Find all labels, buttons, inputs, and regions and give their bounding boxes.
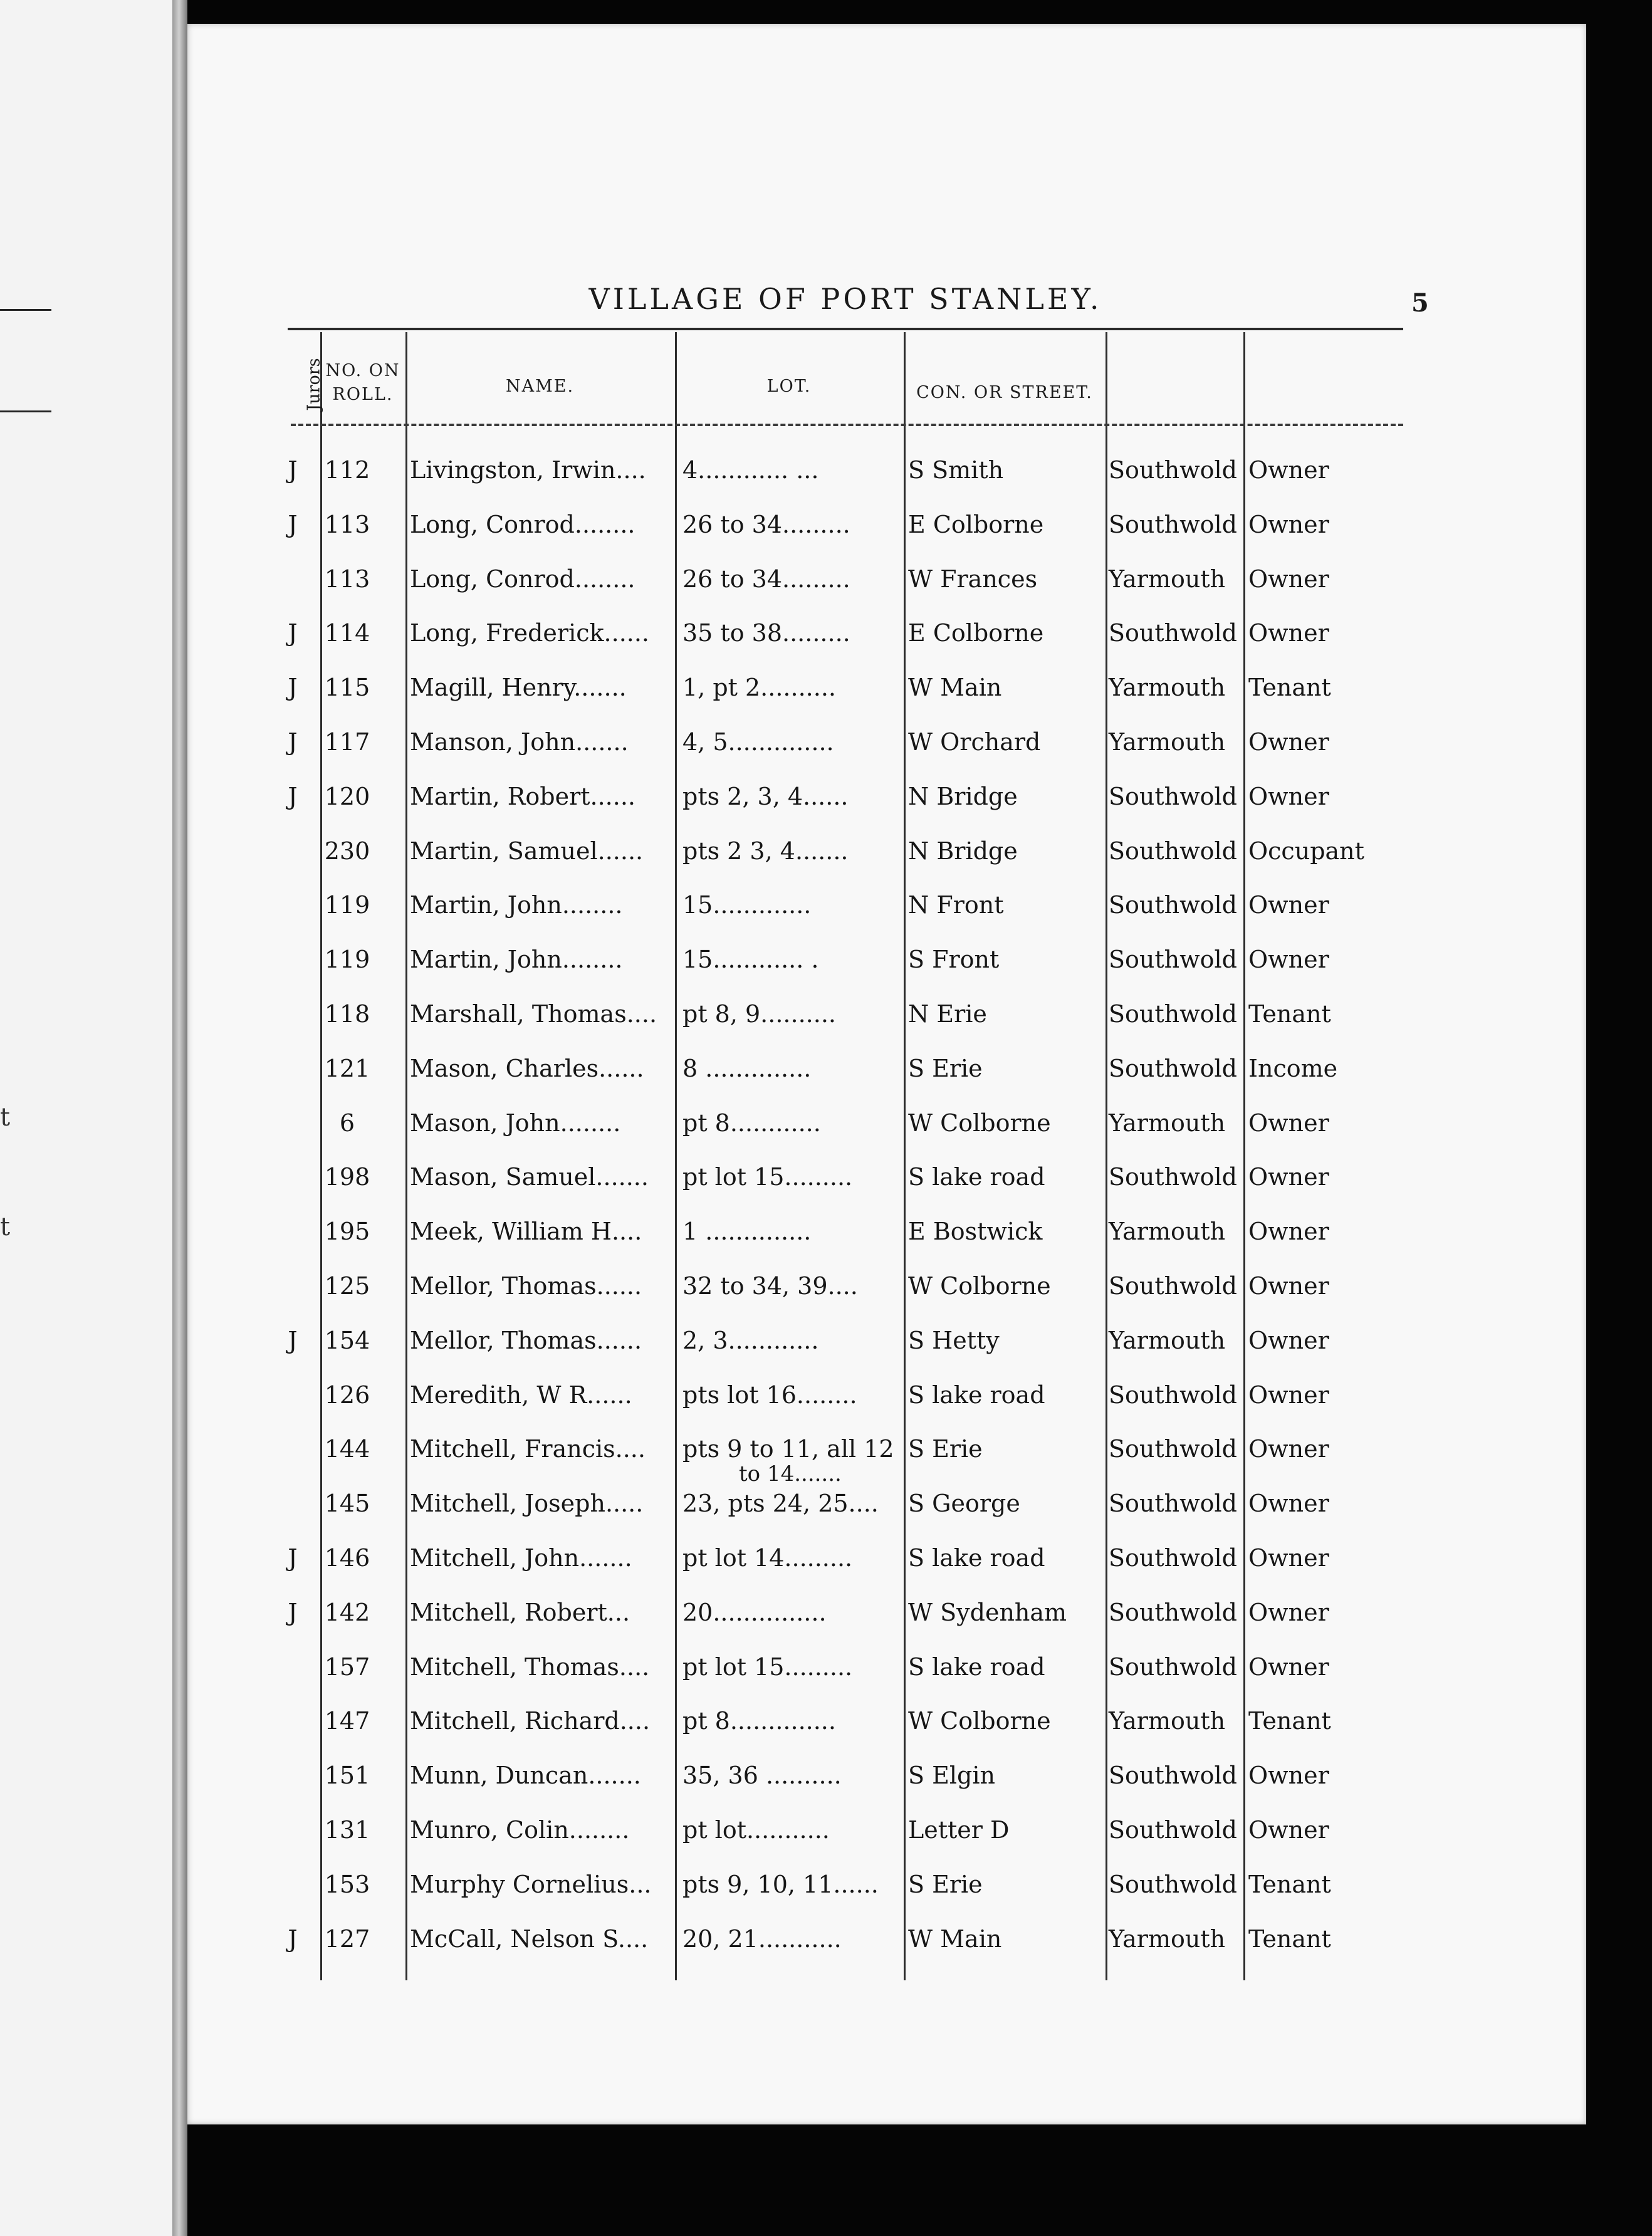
- tenure-type: Owner: [1248, 1544, 1329, 1572]
- street-name: S lake road: [908, 1163, 1045, 1191]
- person-name: Mitchell, John.......: [410, 1544, 632, 1572]
- person-name: Murphy Cornelius...: [410, 1870, 652, 1898]
- juror-mark: J: [288, 1598, 298, 1626]
- roll-number: 119: [324, 946, 370, 974]
- lot-description: 35 to 38.........: [682, 619, 850, 647]
- street-name: N Front: [908, 891, 1004, 919]
- page-title: VILLAGE OF PORT STANLEY.: [588, 282, 1102, 316]
- roll-number: 151: [324, 1762, 370, 1790]
- document-page: [187, 24, 1586, 2124]
- street-name: E Colborne: [908, 619, 1044, 647]
- street-name: S Erie: [908, 1054, 983, 1082]
- township-name: Yarmouth: [1109, 1707, 1226, 1735]
- tenure-type: Owner: [1248, 1435, 1329, 1463]
- township-name: Southwold: [1109, 1816, 1238, 1844]
- tenure-type: Owner: [1248, 1653, 1329, 1681]
- table-row: [187, 1000, 1586, 1055]
- table-row: [187, 1816, 1586, 1871]
- roll-number: 118: [324, 1000, 370, 1028]
- juror-mark: J: [288, 728, 298, 756]
- person-name: Mitchell, Robert...: [410, 1598, 630, 1626]
- township-name: Southwold: [1109, 1653, 1238, 1681]
- roll-number: 198: [324, 1163, 370, 1191]
- roll-number: 121: [324, 1054, 370, 1082]
- tenure-type: Tenant: [1248, 1707, 1331, 1735]
- person-name: Manson, John.......: [410, 728, 629, 756]
- lot-description: 1, pt 2..........: [682, 674, 836, 702]
- lot-description: 23, pts 24, 25....: [682, 1490, 879, 1518]
- tenure-type: Tenant: [1248, 1870, 1331, 1898]
- township-name: Southwold: [1109, 1054, 1238, 1082]
- lot-description: pt lot 15.........: [682, 1163, 853, 1191]
- column-header-jurors: Jurors: [304, 358, 324, 411]
- person-name: Mitchell, Thomas....: [410, 1653, 650, 1681]
- table-row: [187, 946, 1586, 1000]
- person-name: Long, Conrod........: [410, 565, 635, 593]
- street-name: E Colborne: [908, 510, 1044, 538]
- person-name: Mitchell, Joseph.....: [410, 1490, 644, 1518]
- tenure-type: Owner: [1248, 1272, 1329, 1300]
- table-row: [187, 511, 1586, 565]
- tenure-type: Owner: [1248, 782, 1329, 810]
- person-name: Marshall, Thomas....: [410, 1000, 657, 1028]
- street-name: S Erie: [908, 1870, 983, 1898]
- lot-description-continued: to 14.......: [739, 1461, 842, 1487]
- township-name: Yarmouth: [1109, 565, 1226, 593]
- street-name: N Bridge: [908, 782, 1018, 810]
- tenure-type: Owner: [1248, 456, 1329, 484]
- roll-number: 126: [324, 1381, 370, 1409]
- tenure-type: Owner: [1248, 1598, 1329, 1626]
- roll-number: 113: [324, 510, 370, 538]
- street-name: S Elgin: [908, 1762, 995, 1790]
- township-name: Southwold: [1109, 1762, 1238, 1790]
- lot-description: pts 2 3, 4.......: [682, 837, 849, 865]
- juror-mark: J: [288, 1326, 298, 1354]
- street-name: Letter D: [908, 1816, 1010, 1844]
- roll-number: 115: [324, 674, 370, 702]
- table-row: [187, 1544, 1586, 1599]
- lot-description: 26 to 34.........: [682, 510, 850, 538]
- roll-number: 195: [324, 1218, 370, 1246]
- table-row: [187, 1653, 1586, 1708]
- tenure-type: Tenant: [1248, 1925, 1331, 1953]
- lot-description: 1 ..............: [682, 1218, 812, 1246]
- roll-number: 145: [324, 1490, 370, 1518]
- street-name: W Main: [908, 1925, 1002, 1953]
- township-name: Yarmouth: [1109, 674, 1226, 702]
- roll-number: 120: [324, 782, 370, 810]
- roll-number: 127: [324, 1925, 370, 1953]
- person-name: Meredith, W R......: [410, 1381, 632, 1409]
- roll-number: 154: [324, 1326, 370, 1354]
- tenure-type: Owner: [1248, 565, 1329, 593]
- table-row: [187, 1055, 1586, 1109]
- street-name: S Smith: [908, 456, 1004, 484]
- township-name: Southwold: [1109, 1381, 1238, 1409]
- column-header-name: NAME.: [505, 377, 575, 396]
- tenure-type: Occupant: [1248, 837, 1364, 865]
- street-name: S lake road: [908, 1544, 1045, 1572]
- table-row: [187, 565, 1586, 620]
- person-name: McCall, Nelson S....: [410, 1925, 649, 1953]
- table-row: [187, 1925, 1586, 1980]
- roll-number: 112: [324, 456, 370, 484]
- lot-description: pt lot...........: [682, 1816, 830, 1844]
- township-name: Southwold: [1109, 891, 1238, 919]
- lot-description: pt lot 14.........: [682, 1544, 853, 1572]
- lot-description: 26 to 34.........: [682, 565, 850, 593]
- tenure-type: Owner: [1248, 1218, 1329, 1246]
- person-name: Martin, Robert......: [410, 782, 635, 810]
- tenure-type: Owner: [1248, 1490, 1329, 1518]
- tenure-type: Tenant: [1248, 1000, 1331, 1028]
- street-name: S Hetty: [908, 1326, 1000, 1354]
- left-page-mark: t: [0, 1103, 11, 1132]
- tenure-type: Owner: [1248, 619, 1329, 647]
- table-row: [187, 837, 1586, 892]
- tenure-type: Owner: [1248, 1381, 1329, 1409]
- left-page-rule: [0, 410, 51, 412]
- roll-number: 146: [324, 1544, 370, 1572]
- person-name: Mason, Charles......: [410, 1054, 644, 1082]
- street-name: W Main: [908, 674, 1002, 702]
- roll-number: 119: [324, 891, 370, 919]
- table-row: [187, 674, 1586, 728]
- person-name: Martin, John........: [410, 891, 623, 919]
- township-name: Southwold: [1109, 1598, 1238, 1626]
- township-name: Southwold: [1109, 510, 1238, 538]
- person-name: Long, Conrod........: [410, 510, 635, 538]
- person-name: Mitchell, Richard....: [410, 1707, 651, 1735]
- left-page-edge: [0, 0, 172, 2236]
- tenure-type: Owner: [1248, 1816, 1329, 1844]
- township-name: Southwold: [1109, 1272, 1238, 1300]
- street-name: W Colborne: [908, 1272, 1051, 1300]
- table-row: [187, 1599, 1586, 1653]
- person-name: Martin, John........: [410, 946, 623, 974]
- juror-mark: J: [288, 1544, 298, 1572]
- table-row: [187, 1435, 1586, 1490]
- roll-number: 157: [324, 1653, 370, 1681]
- township-name: Southwold: [1109, 1435, 1238, 1463]
- table-row: [187, 728, 1586, 783]
- lot-description: 8 ..............: [682, 1054, 812, 1082]
- tenure-type: Owner: [1248, 510, 1329, 538]
- roll-number: 125: [324, 1272, 370, 1300]
- left-page-mark: t: [0, 1213, 11, 1241]
- township-name: Yarmouth: [1109, 1925, 1226, 1953]
- juror-mark: J: [288, 510, 298, 538]
- roll-number: 153: [324, 1870, 370, 1898]
- lot-description: 15............ .: [682, 946, 819, 974]
- street-name: W Frances: [908, 565, 1038, 593]
- person-name: Mellor, Thomas......: [410, 1326, 642, 1354]
- street-name: W Orchard: [908, 728, 1041, 756]
- township-name: Southwold: [1109, 1490, 1238, 1518]
- person-name: Munn, Duncan.......: [410, 1762, 641, 1790]
- roll-number: 113: [324, 565, 370, 593]
- lot-description: pt 8, 9..........: [682, 1000, 836, 1028]
- township-name: Southwold: [1109, 1000, 1238, 1028]
- street-name: W Sydenham: [908, 1598, 1067, 1626]
- table-row: [187, 1327, 1586, 1381]
- street-name: S George: [908, 1490, 1020, 1518]
- table-row: [187, 1707, 1586, 1762]
- township-name: Southwold: [1109, 946, 1238, 974]
- table-row: [187, 783, 1586, 837]
- person-name: Mason, John........: [410, 1109, 621, 1137]
- header-separator: [291, 424, 1403, 426]
- person-name: Long, Frederick......: [410, 619, 650, 647]
- lot-description: 4............ ...: [682, 456, 819, 484]
- street-name: N Erie: [908, 1000, 987, 1028]
- table-row: [187, 1381, 1586, 1436]
- street-name: W Colborne: [908, 1707, 1051, 1735]
- person-name: Mitchell, Francis....: [410, 1435, 646, 1463]
- tenure-type: Owner: [1248, 891, 1329, 919]
- juror-mark: J: [288, 674, 298, 702]
- tenure-type: Owner: [1248, 946, 1329, 974]
- tenure-type: Owner: [1248, 1326, 1329, 1354]
- person-name: Munro, Colin........: [410, 1816, 630, 1844]
- table-row: [187, 1218, 1586, 1272]
- street-name: S Erie: [908, 1435, 983, 1463]
- book-spine: [172, 0, 187, 2236]
- table-row: [187, 1109, 1586, 1164]
- table-row: [187, 1871, 1586, 1925]
- person-name: Livingston, Irwin....: [410, 456, 646, 484]
- page-number: 5: [1411, 288, 1429, 318]
- tenure-type: Owner: [1248, 728, 1329, 756]
- township-name: Southwold: [1109, 837, 1238, 865]
- column-header-lot: LOT.: [766, 377, 812, 396]
- lot-description: 20...............: [682, 1598, 827, 1626]
- township-name: Southwold: [1109, 782, 1238, 810]
- lot-description: pts 2, 3, 4......: [682, 782, 849, 810]
- township-name: Southwold: [1109, 1870, 1238, 1898]
- juror-mark: J: [288, 619, 298, 647]
- roll-number: 117: [324, 728, 370, 756]
- person-name: Mason, Samuel.......: [410, 1163, 649, 1191]
- lot-description: 4, 5..............: [682, 728, 834, 756]
- lot-description: pt 8..............: [682, 1707, 836, 1735]
- street-name: S lake road: [908, 1653, 1045, 1681]
- street-name: S Front: [908, 946, 1000, 974]
- township-name: Yarmouth: [1109, 728, 1226, 756]
- table-row: [187, 891, 1586, 946]
- column-header-street: CON. OR STREET.: [916, 383, 1093, 402]
- juror-mark: J: [288, 782, 298, 810]
- tenure-type: Income: [1248, 1054, 1338, 1082]
- roll-number: 131: [324, 1816, 370, 1844]
- person-name: Meek, William H....: [410, 1218, 642, 1246]
- lot-description: pts lot 16........: [682, 1381, 857, 1409]
- left-page-rule: [0, 309, 51, 311]
- tenure-type: Owner: [1248, 1163, 1329, 1191]
- tenure-type: Tenant: [1248, 674, 1331, 702]
- lot-description: pts 9, 10, 11......: [682, 1870, 879, 1898]
- table-row: [187, 1490, 1586, 1544]
- lot-description: 20, 21...........: [682, 1925, 842, 1953]
- township-name: Southwold: [1109, 1163, 1238, 1191]
- tenure-type: Owner: [1248, 1762, 1329, 1790]
- tenure-type: Owner: [1248, 1109, 1329, 1137]
- table-row: [187, 456, 1586, 511]
- street-name: W Colborne: [908, 1109, 1051, 1137]
- township-name: Southwold: [1109, 1544, 1238, 1572]
- person-name: Magill, Henry.......: [410, 674, 627, 702]
- lot-description: pt 8............: [682, 1109, 821, 1137]
- street-name: N Bridge: [908, 837, 1018, 865]
- table-row: [187, 619, 1586, 674]
- table-row: [187, 1762, 1586, 1816]
- roll-number: 6: [339, 1109, 355, 1137]
- table-row: [187, 1272, 1586, 1327]
- person-name: Martin, Samuel......: [410, 837, 644, 865]
- table-row: [187, 1163, 1586, 1218]
- township-name: Yarmouth: [1109, 1326, 1226, 1354]
- roll-number: 230: [324, 837, 370, 865]
- juror-mark: J: [288, 456, 298, 484]
- lot-description: 15.............: [682, 891, 812, 919]
- township-name: Yarmouth: [1109, 1109, 1226, 1137]
- township-name: Southwold: [1109, 456, 1238, 484]
- roll-number: 114: [324, 619, 370, 647]
- juror-mark: J: [288, 1925, 298, 1953]
- lot-description: pts 9 to 11, all 12: [682, 1435, 894, 1463]
- lot-description: 35, 36 ..........: [682, 1762, 842, 1790]
- header-rule: [288, 328, 1403, 330]
- roll-number: 147: [324, 1707, 370, 1735]
- township-name: Southwold: [1109, 619, 1238, 647]
- street-name: S lake road: [908, 1381, 1045, 1409]
- street-name: E Bostwick: [908, 1218, 1043, 1246]
- roll-number: 142: [324, 1598, 370, 1626]
- person-name: Mellor, Thomas......: [410, 1272, 642, 1300]
- lot-description: pt lot 15.........: [682, 1653, 853, 1681]
- lot-description: 32 to 34, 39....: [682, 1272, 858, 1300]
- roll-number: 144: [324, 1435, 370, 1463]
- township-name: Yarmouth: [1109, 1218, 1226, 1246]
- column-header-roll: NO. ON ROLL.: [325, 361, 400, 404]
- lot-description: 2, 3............: [682, 1326, 819, 1354]
